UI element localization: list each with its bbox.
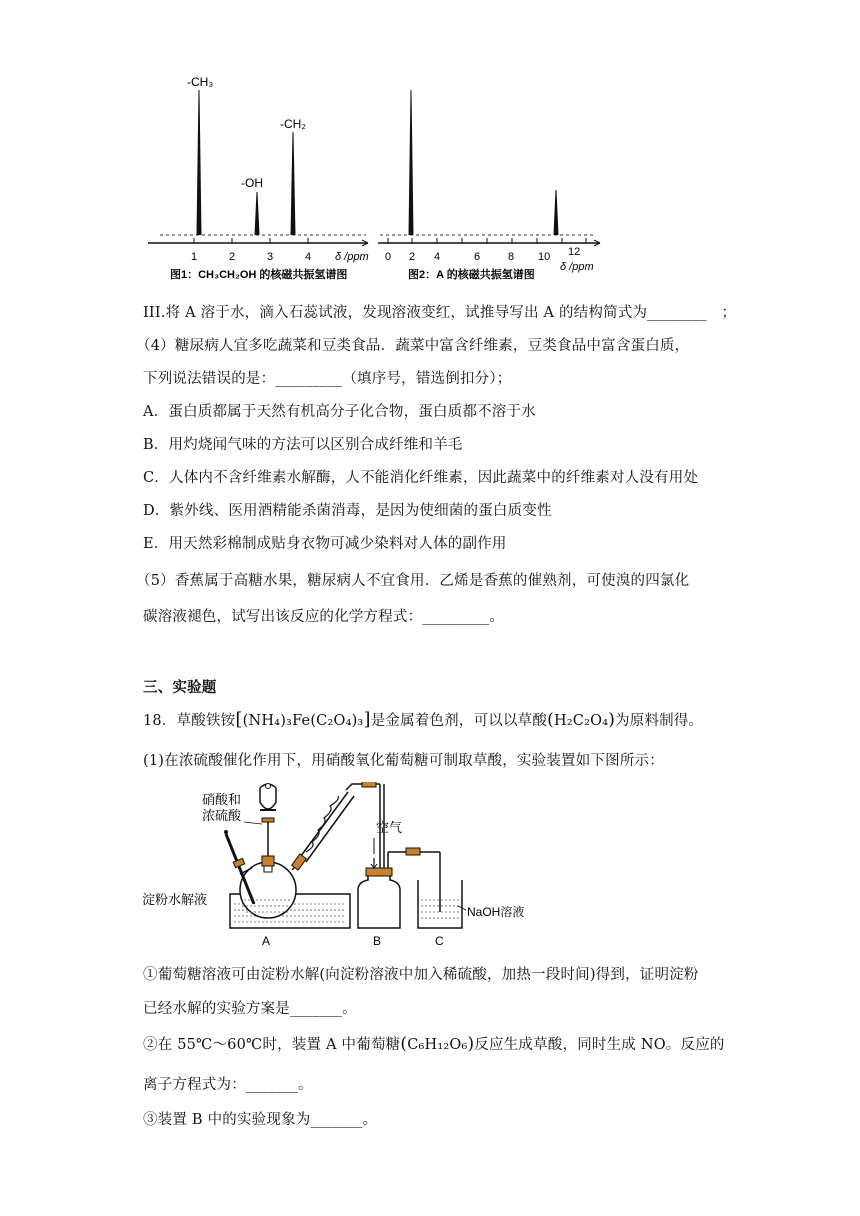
- fig2-tick-2: 2: [409, 251, 416, 263]
- q5-line-1: （5）香蕉属于高糖水果，糖尿病人不宜食用．乙烯是香蕉的催熟剂，可使溴的四氯化: [136, 573, 690, 589]
- fig2-caption: 图2：A 的核磁共振氢谱图: [408, 269, 535, 281]
- q4-option-d: D．紫外线、医用酒精能杀菌消毒，是因为使细菌的蛋白质变性: [143, 503, 552, 519]
- q4-option-e: E．用天然彩棉制成贴身衣物可减少染料对人体的副作用: [143, 536, 507, 552]
- fig2-tick-0: 0: [385, 251, 392, 263]
- fig1-tick-3: 3: [267, 251, 274, 263]
- glucose-formula: C₆H₁₂O₆: [407, 1037, 468, 1053]
- air-label: 空气: [376, 820, 403, 835]
- ch2-label: -CH₂: [280, 117, 306, 131]
- fig1-tick-2: 2: [229, 251, 236, 263]
- starch-solution-label: 淀粉水解液: [142, 892, 208, 907]
- step2-line-2: 离子方程式为：_______。: [143, 1077, 313, 1093]
- section-heading: 三、实验题: [143, 679, 217, 696]
- step1-line-2: 已经水解的实验方案是_______。: [143, 1001, 357, 1017]
- apparatus-label-c: C: [435, 934, 444, 948]
- q5-line-2: 碳溶液褪色，试写出该反应的化学方程式：_________。: [143, 609, 505, 625]
- acid-label-2: 浓硫酸: [202, 808, 242, 823]
- q4-line-1: （4）糖尿病人宜多吃蔬菜和豆类食品．蔬菜中富含纤维素，豆类食品中富含蛋白质，: [136, 338, 690, 354]
- step2-prefix: ②在 55℃～60℃时，装置 A 中葡萄糖: [143, 1037, 401, 1053]
- fig2-tick-8: 8: [508, 251, 515, 263]
- q18-middle: 是金属着色剂，可以以草酸: [370, 713, 548, 729]
- fig1-tick-4: 4: [305, 251, 312, 263]
- apparatus-diagram: [140, 782, 560, 954]
- q18-part-1: (1)在浓硫酸催化作用下，用硝酸氧化葡萄糖可制取草酸，实验装置如下图所示：: [143, 753, 664, 769]
- ch3-peak: [197, 90, 201, 235]
- ammonium-ferric-oxalate-formula: (NH₄)₃Fe(C₂O₄)₃: [242, 713, 364, 729]
- step2-line-1: ②在 55℃～60℃时，装置 A 中葡萄糖(C₆H₁₂O₆)反应生成草酸，同时生成 NO。反应的: [143, 1034, 725, 1054]
- step1-line-1: ①葡萄糖溶液可由淀粉水解(向淀粉溶液中加入稀硫酸，加热一段时间)得到，证明淀粉: [143, 967, 699, 983]
- fig1-tick-1: 1: [191, 251, 198, 263]
- q3-part-iii: III.将 A 溶于水，滴入石蕊试液，发现溶液变红，试推导写出 A 的结构简式为________ ；: [143, 305, 737, 321]
- condenser: [292, 792, 354, 870]
- q18-suffix: 为原料制得。: [615, 713, 704, 729]
- apparatus-label-a: A: [262, 934, 271, 948]
- fig1-caption: 图1：CH₃CH₂OH 的核磁共振氢谱图: [170, 269, 348, 281]
- oh-label: -OH: [241, 176, 263, 190]
- acid-label-1: 硝酸和: [202, 792, 242, 807]
- nmr-spectrum-1: [148, 75, 369, 281]
- nmr-spectrum-2: [378, 90, 600, 281]
- q4-option-a: A．蛋白质都属于天然有机高分子化合物，蛋白质都不溶于水: [143, 404, 536, 420]
- fig1-axis-label: δ /ppm: [335, 251, 369, 263]
- fig2-tick-12: 12: [568, 246, 581, 258]
- apparatus-label-b: B: [373, 934, 382, 948]
- fig2-tick-4: 4: [434, 251, 441, 263]
- oh-peak: [255, 192, 259, 235]
- fig2-axis-label: δ /ppm: [560, 261, 594, 273]
- fig2-peak-2: [554, 190, 558, 235]
- q4-line-2: 下列说法错误的是：_________（填序号，错选倒扣分）；: [143, 371, 512, 387]
- step2-suffix: 反应生成草酸，同时生成 NO。反应的: [474, 1037, 725, 1053]
- ch3-label: -CH₃: [187, 75, 214, 89]
- fig2-tick-6: 6: [474, 251, 481, 263]
- gas-bottle: [358, 874, 400, 928]
- nmr-spectra-figure: [140, 60, 610, 285]
- fig2-tick-10: 10: [538, 251, 551, 263]
- ch2-peak: [291, 132, 295, 235]
- q4-option-c: C．人体内不含纤维素水解酶，人不能消化纤维素，因此蔬菜中的纤维素对人没有用处: [143, 470, 699, 486]
- q18-prefix: 18．草酸铁铵: [143, 713, 236, 729]
- naoh-solution-label: NaOH溶液: [467, 905, 525, 919]
- q18-stem: 18．草酸铁铵[(NH₄)₃Fe(C₂O₄)₃]是金属着色剂，可以以草酸(H₂C₂O₄)为原料制得。: [143, 709, 704, 730]
- oxalic-acid-formula: H₂C₂O₄: [553, 713, 609, 729]
- q4-option-b: B．用灼烧闻气味的方法可以区别合成纤维和羊毛: [143, 437, 463, 453]
- step3-line: ③装置 B 中的实验现象为_______。: [143, 1112, 378, 1128]
- fig2-peak-1: [409, 90, 413, 235]
